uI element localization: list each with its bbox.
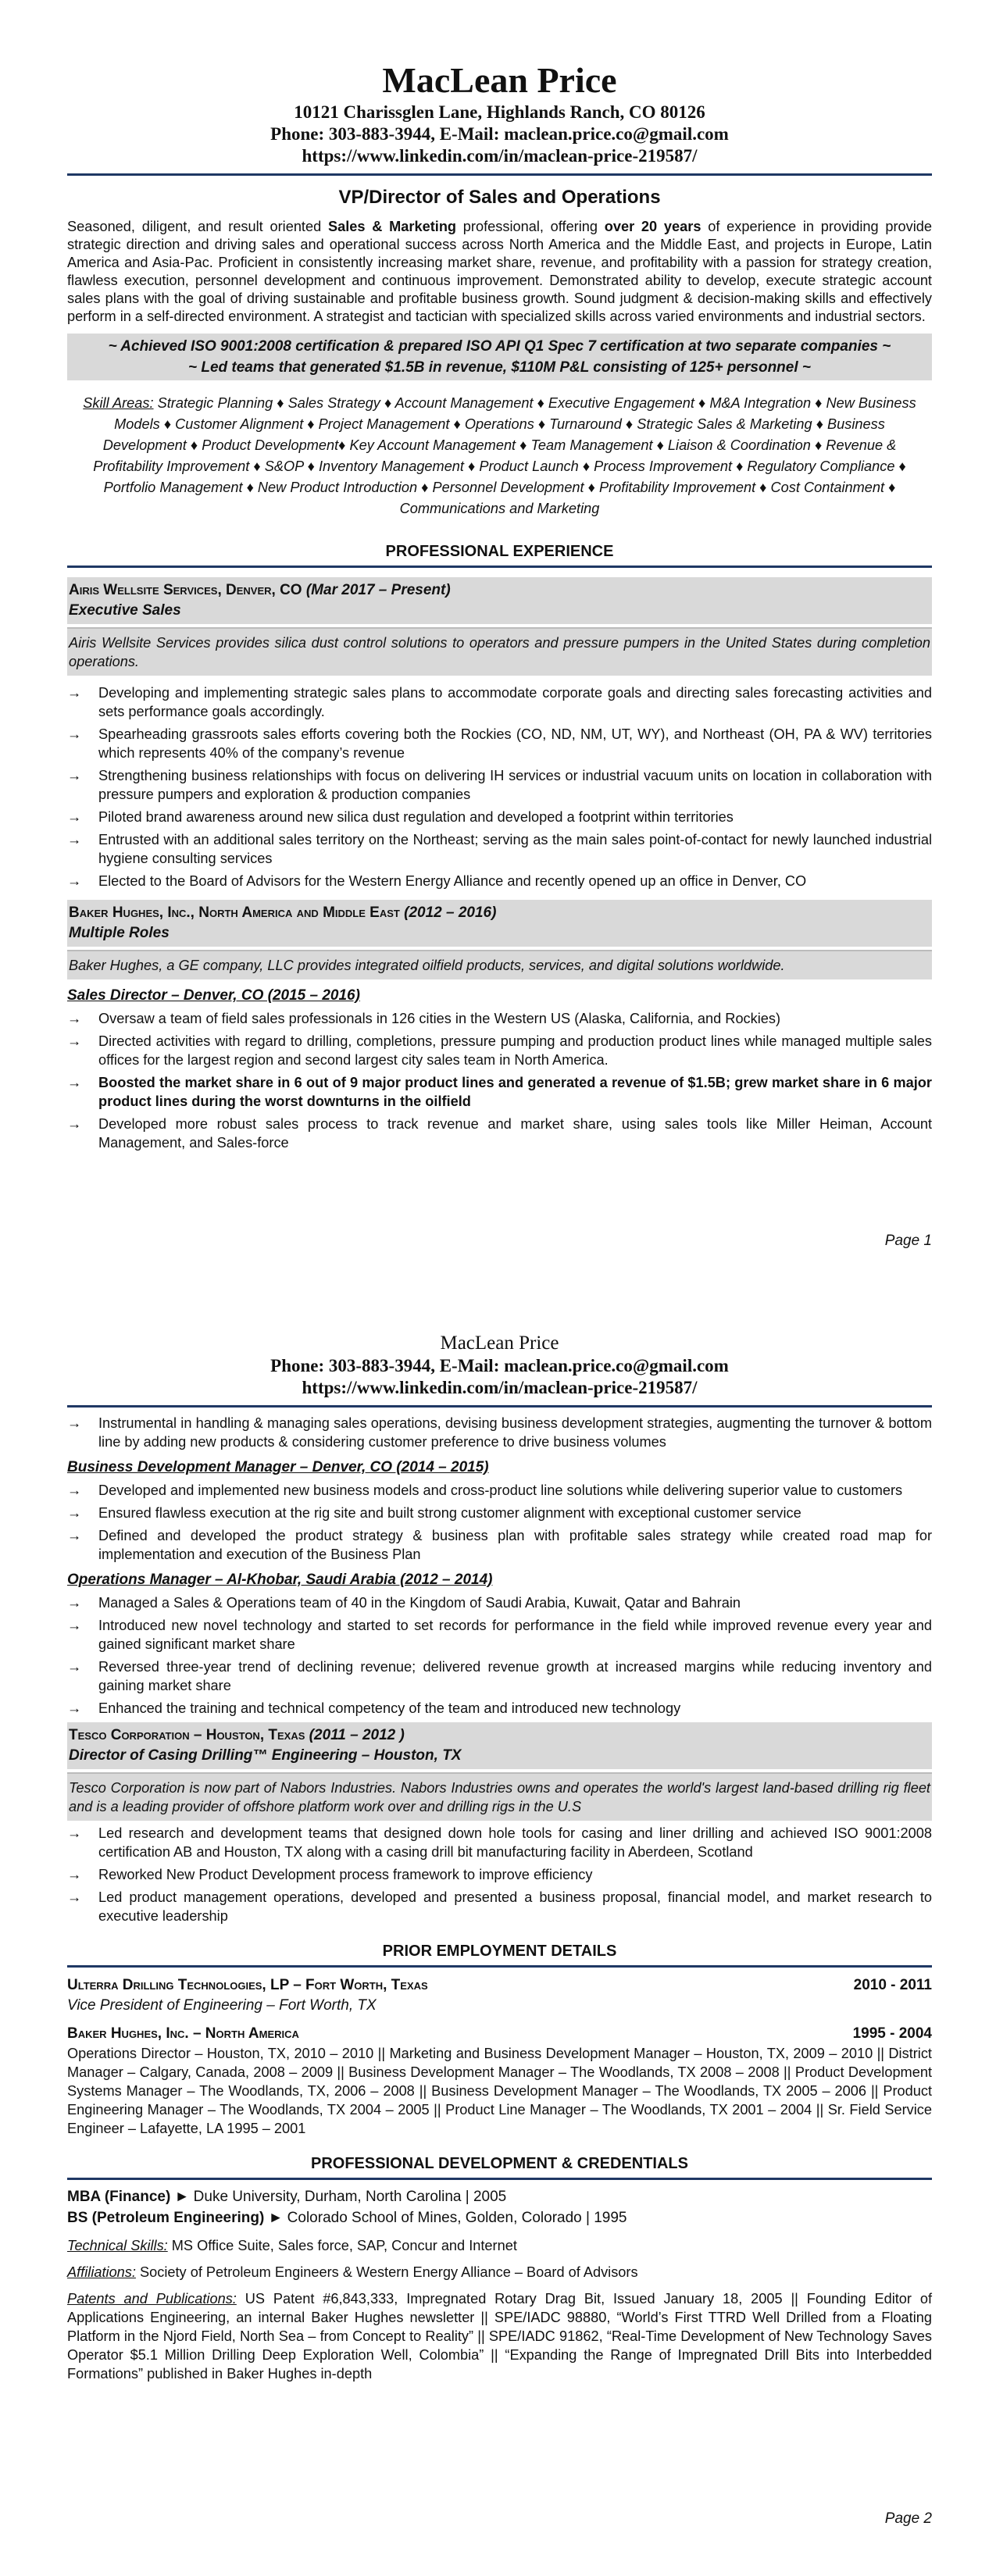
- summary-text-2: professional, offering: [456, 219, 605, 234]
- arrow-icon: →: [67, 1075, 82, 1090]
- employment-dates: (2011 – 2012 ): [305, 1727, 405, 1743]
- job-title: VP/Director of Sales and Operations: [338, 187, 661, 208]
- arrow-icon: →: [67, 832, 82, 847]
- bullet-text: Reversed three-year trend of declining revenue; delivered revenue growth at increased margins while reducing inventory and gaining market share: [98, 1659, 932, 1693]
- employer-role: Director of Casing Drilling™ Engineering – Houston, TX: [69, 1747, 462, 1764]
- school-name: ► Duke University, Durham, North Carolina | 2005: [170, 2189, 507, 2205]
- sub-role-business-development: Business Development Manager – Denver, CO (2014 – 2015): [67, 1459, 489, 1475]
- bullet-text: Managed a Sales & Operations team of 40 in the Kingdom of Saudi Arabia, Kuwait, Qatar and Bahrain: [98, 1595, 741, 1611]
- prior-employer-roles-list: Operations Director – Houston, TX, 2010 – 2010 || Marketing and Business Development Manager – Houston, TX, 2009 – 2010 || District Manager – Calgary, Canada, 2008 – 2009 || Business Development Manager – The Woodlands, TX 2008 – 2008 || Product Development Systems Manager – The Woodlands, TX, 2006 – 2008 || Business Development Manager – The Woodlands, TX 2005 – 2006 || Product Engineering Manager – The Woodlands, TX 2004 – 2005 || Product Line Manager – The Woodlands, TX 2001 – 2004 || Sr. Field Service Engineer – Lafayette, LA 1995 – 2001: [67, 2046, 932, 2136]
- list-item: [67, 1699, 932, 1718]
- prior-employer-role: Vice President of Engineering – Fort Worth, TX: [67, 1997, 377, 2014]
- summary-bold-1: Sales & Marketing: [327, 219, 457, 234]
- employer-name: Baker Hughes, Inc., North America and Middle East: [69, 904, 400, 921]
- degree-name: MBA (Finance): [67, 2189, 171, 2205]
- patents-label: Patents and Publications:: [67, 2291, 237, 2307]
- bullet-text: Led product management operations, developed and presented a business proposal, financial model, and market research to executive leadership: [98, 1889, 932, 1924]
- employer-role: Executive Sales: [69, 602, 181, 619]
- list-item: [67, 1032, 932, 1069]
- list-item: [67, 1115, 932, 1152]
- address: 10121 Charissglen Lane, Highlands Ranch, CO 80126: [294, 102, 705, 122]
- school-name: ► Colorado School of Mines, Golden, Colorado | 1995: [264, 2210, 627, 2226]
- bullet-text: Led research and development teams that designed down hole tools for casing and liner drilling and achieved ISO 9001:2008 certification AB and Houston, TX along with a casing drill bit manufacturing facility in Aberdeen, Scotland: [98, 1825, 932, 1860]
- bullet-text: Defined and developed the product strategy & business plan with profitable sales strategy while created road map for implementation and execution of the Business Plan: [98, 1528, 932, 1562]
- page-number: Page 2: [884, 2510, 932, 2527]
- technical-skills-text: MS Office Suite, Sales force, SAP, Concur and Internet: [167, 2238, 517, 2253]
- bullet-text: Developed and implemented new business models and cross-product line solutions while delivering superior value to customers: [98, 1482, 903, 1498]
- phone-email: Phone: 303-883-3944, E-Mail: maclean.price.co@gmail.com: [270, 124, 729, 144]
- candidate-name: MacLean Price: [440, 1333, 559, 1354]
- employer-role: Multiple Roles: [69, 925, 170, 941]
- prior-employer-years: 2010 - 2011: [853, 1977, 932, 1993]
- list-item: [67, 1073, 932, 1111]
- list-item: [67, 1888, 932, 1925]
- list-item: [67, 1009, 932, 1028]
- list-item: [67, 683, 932, 721]
- bullet-list-airis: [67, 683, 932, 890]
- list-item: [67, 808, 932, 826]
- arrow-icon: →: [67, 1825, 82, 1841]
- list-item: [67, 872, 932, 890]
- header-divider: [67, 1405, 932, 1408]
- employer-name: Airis Wellsite Services, Denver, CO: [69, 582, 302, 598]
- technical-skills-label: Technical Skills:: [67, 2238, 168, 2253]
- bullet-text: Spearheading grassroots sales efforts covering both the Rockies (CO, ND, NM, UT, WY), and Northeast (OH, PA & WV) territories which represents 40% of the company’s revenue: [98, 726, 932, 761]
- patents-text: US Patent #6,843,333, Impregnated Rotary Drag Bit, Issued January 18, 2005 || Founding Editor of Applications Engineering, an internal Baker Hughes newsletter || SPE/IADC 98880, “World’s First TTRD Well Drilled from a Floating Platform in the Njord Field, North Sea – from Concept to Reality” || SPE/IADC 91862, “Real-Time Development of New Technology Saves Operator $5.1 Million Drilling Deep Exploration Well, Colombia” || “Expanding the Range of Impregnated Drill Bits into Interbedded Formations” published in Baker Hughes in-depth: [67, 2291, 932, 2382]
- header-divider: [67, 173, 932, 176]
- bullet-list-sales-director-cont: [67, 1414, 932, 1451]
- employer-header-tesco: [67, 1722, 932, 1769]
- candidate-name: MacLean Price: [382, 60, 617, 100]
- prior-employer-ulterra: [67, 1975, 932, 1996]
- bullet-text: Oversaw a team of field sales professionals in 126 cities in the Western US (Alaska, California, and Rockies): [98, 1011, 781, 1026]
- list-item: [67, 1481, 932, 1500]
- bullet-list-operations-manager: [67, 1593, 932, 1718]
- arrow-icon: →: [67, 1505, 82, 1521]
- bullet-list-tesco: [67, 1824, 932, 1925]
- arrow-icon: →: [67, 1659, 82, 1675]
- arrow-icon: →: [67, 685, 82, 701]
- list-item: [67, 1657, 932, 1695]
- prior-employer-name: Ulterra Drilling Technologies, LP – Fort Worth, Texas: [67, 1977, 428, 1993]
- arrow-icon: →: [67, 768, 82, 783]
- banner-line-2: ~ Led teams that generated $1.5B in revenue, $110M P&L consisting of 125+ personnel ~: [187, 359, 812, 376]
- bullet-text: Ensured flawless execution at the rig site and built strong customer alignment with exceptional customer service: [98, 1505, 801, 1521]
- arrow-icon: →: [67, 726, 82, 742]
- bullet-text: Reworked New Product Development process framework to improve efficiency: [98, 1867, 593, 1882]
- list-item: [67, 1504, 932, 1522]
- bullet-text: Developed more robust sales process to track revenue and market share, using sales tools like Miller Heiman, Account Management, and Sales-force: [98, 1116, 932, 1151]
- employment-dates: (2012 – 2016): [399, 904, 497, 921]
- banner-line-1: ~ Achieved ISO 9001:2008 certification & prepared ISO API Q1 Spec 7 certification at two separate companies ~: [108, 338, 891, 355]
- arrow-icon: →: [67, 1011, 82, 1026]
- linkedin-url: https://www.linkedin.com/in/maclean-price-219587/: [302, 146, 698, 166]
- list-item: [67, 1414, 932, 1451]
- patents-publications: [67, 2289, 932, 2383]
- technical-skills: [67, 2236, 932, 2255]
- affiliations-text: Society of Petroleum Engineers & Western Energy Alliance – Board of Advisors: [135, 2264, 638, 2280]
- bullet-text: Boosted the market share in 6 out of 9 major product lines and generated a revenue of $1.5B; grew market share in 6 major product lines during the worst downturns in the oilfield: [98, 1075, 932, 1109]
- page-number: Page 1: [884, 1233, 932, 1249]
- bullet-text: Entrusted with an additional sales territory on the Northeast; serving as the main sales point-of-contact for newly launched industrial hygiene consulting services: [98, 832, 932, 866]
- arrow-icon: →: [67, 1595, 82, 1611]
- section-heading-prior: PRIOR EMPLOYMENT DETAILS: [67, 1943, 932, 1968]
- sub-role-operations-manager: Operations Manager – Al-Khobar, Saudi Arabia (2012 – 2014): [67, 1572, 493, 1588]
- list-item: [67, 1593, 932, 1612]
- bullet-text: Enhanced the training and technical competency of the team and introduced new technology: [98, 1700, 681, 1716]
- arrow-icon: →: [67, 1528, 82, 1543]
- sub-role-sales-director: Sales Director – Denver, CO (2015 – 2016): [67, 987, 360, 1004]
- achievement-banner: [67, 334, 932, 380]
- skill-areas-label: Skill Areas:: [83, 395, 154, 411]
- bullet-list-business-development: [67, 1481, 932, 1564]
- professional-summary: [67, 218, 932, 326]
- linkedin-url: https://www.linkedin.com/in/maclean-price-219587/: [302, 1378, 698, 1397]
- section-heading-experience: PROFESSIONAL EXPERIENCE: [67, 543, 932, 568]
- arrow-icon: →: [67, 1889, 82, 1905]
- list-item: [67, 1824, 932, 1861]
- arrow-icon: →: [67, 1482, 82, 1498]
- list-item: [67, 725, 932, 762]
- skill-areas: [75, 393, 924, 519]
- list-item: [67, 1865, 932, 1884]
- list-item: [67, 1526, 932, 1564]
- employer-name: Tesco Corporation – Houston, Texas: [69, 1727, 305, 1743]
- arrow-icon: →: [67, 1033, 82, 1049]
- bullet-text: Piloted brand awareness around new silica dust regulation and developed a footprint within territories: [98, 809, 734, 825]
- employment-dates: (Mar 2017 – Present): [302, 582, 451, 598]
- company-description: Tesco Corporation is now part of Nabors Industries. Nabors Industries owns and operates the world's largest land-based drilling rig fleet and is a leading provider of offshore platform work over and drilling rigs in the U.S: [67, 1772, 932, 1821]
- bullet-text: Directed activities with regard to drilling, completions, pressure pumping and production product lines while managed multiple sales offices for the largest region and second largest city sales team in North America.: [98, 1033, 932, 1068]
- company-description: Airis Wellsite Services provides silica dust control solutions to operators and pressure pumpers in the United States during completion operations.: [67, 627, 932, 676]
- employer-header-airis: [67, 577, 932, 624]
- summary-text-3: of experience in providing provide strategic direction and driving sales and operational success across North America and the Middle East, and projects in Europe, Latin America and Asia-Pac. Proficient in consistently increasing market share, revenue, and profitability with a passion for strategy creation, flawless execution, personnel development and continuous improvement. Demonstrated ability to develop, execute strategic account sales plans with the goal of driving sustainable and profitable business growth. Sound judgment & decision-making skills and effectively perform in a self-directed environment. A strategist and tactician with specialized skills across varied environments and industrial sectors.: [67, 219, 932, 324]
- prior-employer-baker: [67, 2024, 932, 2044]
- education-bs: [67, 2207, 932, 2228]
- arrow-icon: →: [67, 1415, 82, 1431]
- degree-name: BS (Petroleum Engineering): [67, 2210, 265, 2226]
- arrow-icon: →: [67, 873, 82, 889]
- arrow-icon: →: [67, 1116, 82, 1132]
- employer-header-baker: [67, 900, 932, 947]
- bullet-text: Instrumental in handling & managing sales operations, devising business development strategies, augmenting the turnover & bottom line by adding new products & considering customer preference to drive business volumes: [98, 1415, 932, 1450]
- arrow-icon: →: [67, 1700, 82, 1716]
- section-heading-credentials: PROFESSIONAL DEVELOPMENT & CREDENTIALS: [67, 2155, 932, 2180]
- arrow-icon: →: [67, 809, 82, 825]
- arrow-icon: →: [67, 1867, 82, 1882]
- list-item: [67, 830, 932, 868]
- skill-areas-list: Strategic Planning ♦ Sales Strategy ♦ Account Management ♦ Executive Engagement ♦ M&A Integration ♦ New Business Models ♦ Customer Alignment ♦ Project Management ♦ Operations ♦ Turnaround ♦ Strategic Sales & Marketing ♦ Business Development ♦ Product Development♦ Key Account Management ♦ Team Management ♦ Liaison & Coordination ♦ Revenue & Profitability Improvement ♦ S&OP ♦ Inventory Management ♦ Product Launch ♦ Process Improvement ♦ Regulatory Compliance ♦ Portfolio Management ♦ New Product Introduction ♦ Personnel Development ♦ Profitability Improvement ♦ Cost Containment ♦ Communications and Marketing: [93, 395, 916, 516]
- summary-bold-2: over 20 years: [604, 219, 701, 234]
- resume-page-2: [0, 1288, 996, 2576]
- arrow-icon: →: [67, 1618, 82, 1633]
- bullet-text: Developing and implementing strategic sales plans to accommodate corporate goals and directing sales forecasting activities and sets performance goals accordingly.: [98, 685, 932, 719]
- education-mba: [67, 2186, 932, 2207]
- affiliations-label: Affiliations:: [67, 2264, 136, 2280]
- bullet-text: Strengthening business relationships with focus on delivering IH services or industrial vacuum units on location in collaboration with pressure pumpers and exploration & production companies: [98, 768, 932, 802]
- summary-text-1: Seasoned, diligent, and result oriented: [67, 219, 328, 234]
- bullet-text: Elected to the Board of Advisors for the Western Energy Alliance and recently opened up an office in Denver, CO: [98, 873, 807, 889]
- prior-employer-years: 1995 - 2004: [852, 2025, 932, 2042]
- list-item: [67, 1616, 932, 1654]
- list-item: [67, 766, 932, 804]
- affiliations: [67, 2263, 932, 2282]
- prior-employer-name: Baker Hughes, Inc. – North America: [67, 2025, 299, 2042]
- company-description: Baker Hughes, a GE company, LLC provides integrated oilfield products, services, and digital solutions worldwide.: [67, 950, 932, 979]
- phone-email: Phone: 303-883-3944, E-Mail: maclean.price.co@gmail.com: [270, 1356, 729, 1375]
- bullet-text: Introduced new novel technology and started to set records for performance in the field while improved revenue every year and gained significant market share: [98, 1618, 932, 1652]
- bullet-list-sales-director: [67, 1009, 932, 1152]
